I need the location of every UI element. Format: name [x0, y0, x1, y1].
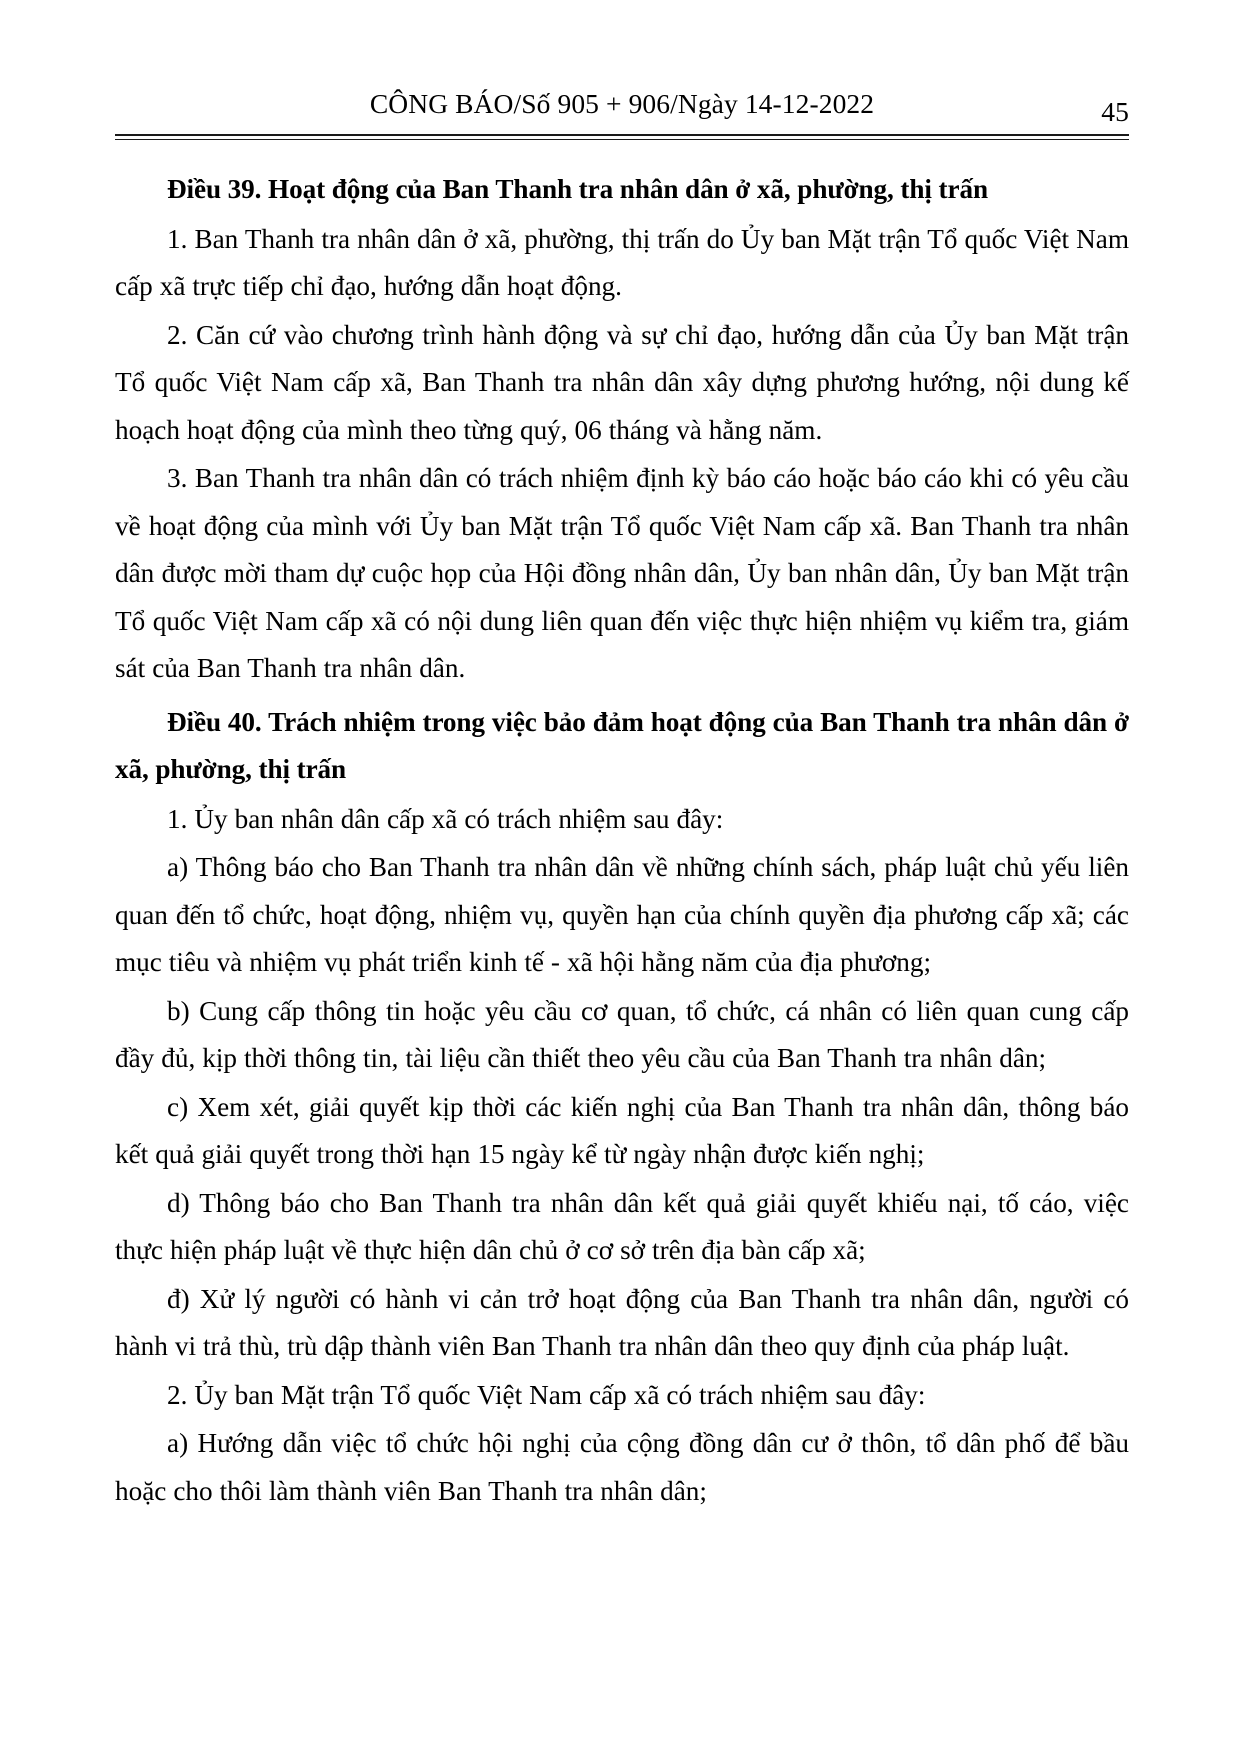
article-40-clause-1-point-a: a) Thông báo cho Ban Thanh tra nhân dân về những chính sách, pháp luật chủ yếu liên quan đến tổ chức, hoạt động, nhiệm vụ, quyền hạn của chính quyền địa phương cấp xã; các mục tiêu và nhiệm vụ phát triển kinh tế - xã hội hằng năm của địa phương; — [115, 852, 1129, 977]
article-40-clause-1-point-c: c) Xem xét, giải quyết kịp thời các kiến nghị của Ban Thanh tra nhân dân, thông báo kết quả giải quyết trong thời hạn 15 ngày kể từ ngày nhận được kiến nghị; — [115, 1091, 1129, 1169]
article-40-clause-1-point-d: d) Thông báo cho Ban Thanh tra nhân dân kết quả giải quyết khiếu nại, tố cáo, việc thực hiện pháp luật về thực hiện dân chủ ở cơ sở trên địa bàn cấp xã; — [115, 1187, 1129, 1265]
article-39-clause-2: 2. Căn cứ vào chương trình hành động và sự chỉ đạo, hướng dẫn của Ủy ban Mặt trận Tổ quốc Việt Nam cấp xã, Ban Thanh tra nhân dân xây dựng phương hướng, nội dung kế hoạch hoạt động của mình theo từng quý, 06 tháng và hằng năm. — [115, 319, 1129, 445]
article-39-clause-1: 1. Ban Thanh tra nhân dân ở xã, phường, thị trấn do Ủy ban Mặt trận Tổ quốc Việt Nam cấp xã trực tiếp chỉ đạo, hướng dẫn hoạt động. — [115, 223, 1129, 301]
running-header — [115, 88, 1129, 128]
header-divider — [115, 134, 1129, 140]
article-40-clause-1-point-b: b) Cung cấp thông tin hoặc yêu cầu cơ quan, tổ chức, cá nhân có liên quan cung cấp đầy đủ, kịp thời thông tin, tài liệu cần thiết theo yêu cầu của Ban Thanh tra nhân dân; — [115, 995, 1129, 1073]
document-body — [115, 166, 1129, 1515]
article-40-clause-2: 2. Ủy ban Mặt trận Tổ quốc Việt Nam cấp xã có trách nhiệm sau đây: — [167, 1379, 926, 1410]
article-39-clause-3: 3. Ban Thanh tra nhân dân có trách nhiệm định kỳ báo cáo hoặc báo cáo khi có yêu cầu về hoạt động của mình với Ủy ban Mặt trận Tổ quốc Việt Nam cấp xã. Ban Thanh tra nhân dân được mời tham dự cuộc họp của Hội đồng nhân dân, Ủy ban nhân dân, Ủy ban Mặt trận Tổ quốc Việt Nam cấp xã có nội dung liên quan đến việc thực hiện nhiệm vụ kiểm tra, giám sát của Ban Thanh tra nhân dân. — [115, 463, 1129, 683]
article-39-heading: Điều 39. Hoạt động của Ban Thanh tra nhân dân ở xã, phường, thị trấn — [167, 174, 988, 204]
article-40-clause-2-point-a: a) Hướng dẫn việc tổ chức hội nghị của cộng đồng dân cư ở thôn, tổ dân phố để bầu hoặc cho thôi làm thành viên Ban Thanh tra nhân dân; — [115, 1428, 1129, 1506]
article-40-clause-1-point-dd: đ) Xử lý người có hành vi cản trở hoạt động của Ban Thanh tra nhân dân, người có hành vi trả thù, trù dập thành viên Ban Thanh tra nhân dân theo quy định của pháp luật. — [115, 1283, 1129, 1361]
page-number: 45 — [1101, 96, 1129, 127]
header-title: CÔNG BÁO/Số 905 + 906/Ngày 14-12-2022 — [369, 88, 875, 119]
article-40-heading: Điều 40. Trách nhiệm trong việc bảo đảm hoạt động của Ban Thanh tra nhân dân ở xã, phường, thị trấn — [115, 706, 1129, 784]
article-40-clause-1: 1. Ủy ban nhân dân cấp xã có trách nhiệm sau đây: — [167, 803, 724, 834]
